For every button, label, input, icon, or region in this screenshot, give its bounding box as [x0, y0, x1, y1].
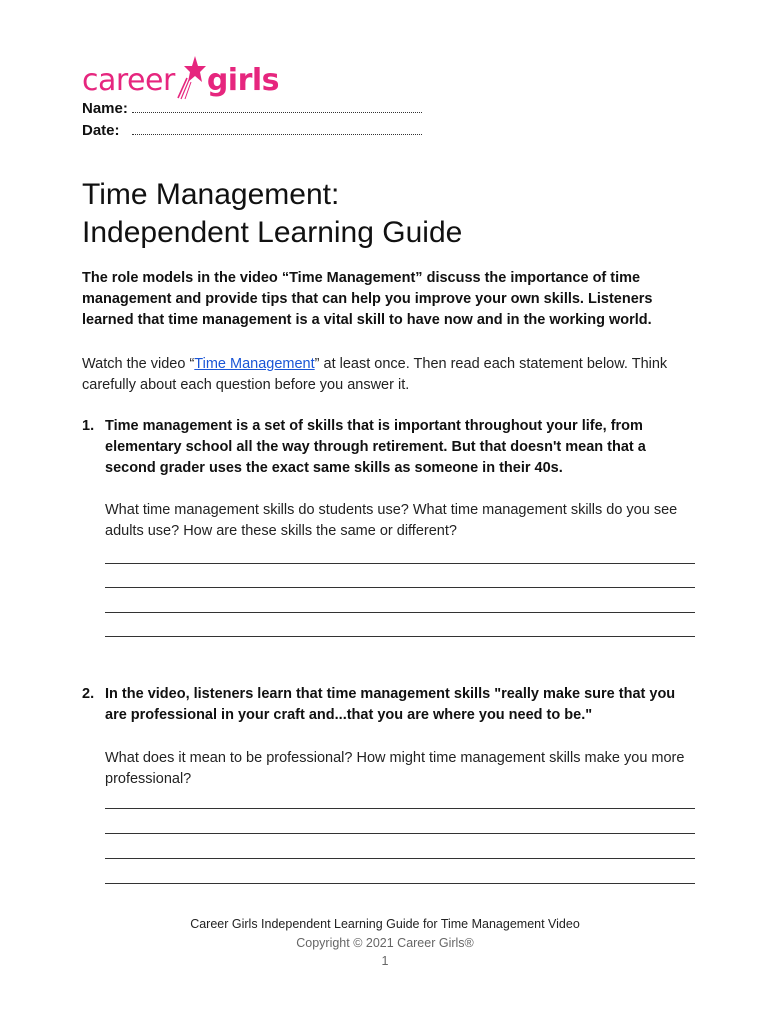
- intro-paragraph: The role models in the video “Time Management” discuss the importance of time management and provide tips that can help you improve your own skills. Listeners learned that time management is a vital skill to have now and in the working world.: [82, 270, 653, 328]
- question-2-answer-line[interactable]: [105, 808, 695, 809]
- career-girls-logo: [82, 50, 279, 96]
- question-2-prompt: What does it mean to be professional? How might time management skills make you more professional?: [105, 750, 685, 787]
- name-field[interactable]: [132, 100, 422, 113]
- question-2-statement: In the video, listeners learn that time management skills "really make sure that you are professional in your craft and...that you are where you need to be.": [105, 686, 676, 723]
- name-field-row: [82, 100, 422, 117]
- date-label: Date:: [82, 122, 120, 139]
- video-link[interactable]: Time Management: [194, 356, 315, 372]
- question-1-answer-line[interactable]: [105, 636, 695, 637]
- name-label: Name:: [82, 100, 128, 117]
- question-1-number: 1.: [82, 418, 95, 434]
- page-number: 1: [381, 954, 389, 968]
- instructions-paragraph: [82, 354, 682, 396]
- question-1-answer-line[interactable]: [105, 612, 695, 613]
- date-field[interactable]: [132, 122, 422, 135]
- instructions-after-link: ” at least once. Then read each statement below. Think carefully about each question before you answer it.: [82, 356, 668, 393]
- question-1-prompt: What time management skills do students use? What time management skills do you see adults use? How are these skills the same or different?: [105, 502, 678, 539]
- question-1-answer-line[interactable]: [105, 587, 695, 588]
- question-2-answer-line[interactable]: [105, 833, 695, 834]
- footer-guide-title: Career Girls Independent Learning Guide for Time Management Video: [190, 917, 580, 931]
- page-title: [82, 176, 462, 252]
- question-2-number: 2.: [82, 686, 95, 702]
- title-line-1: Time Management:: [82, 178, 340, 211]
- title-line-2: Independent Learning Guide: [82, 216, 463, 249]
- question-1-answer-line[interactable]: [105, 563, 695, 564]
- logo-word-career: career: [82, 63, 175, 98]
- question-2-answer-line[interactable]: [105, 883, 695, 884]
- date-field-row: [82, 122, 422, 139]
- logo-word-girls: girls: [206, 63, 280, 98]
- question-2-answer-line[interactable]: [105, 858, 695, 859]
- footer-copyright: Copyright © 2021 Career Girls®: [296, 936, 474, 950]
- instructions-before-link: Watch the video “: [82, 356, 195, 372]
- star-icon: [176, 54, 206, 100]
- question-1-statement: Time management is a set of skills that is important throughout your life, from elementary school all the way through retirement. But that doesn't mean that a second grader uses the exact same skills as someone in their 40s.: [105, 418, 646, 476]
